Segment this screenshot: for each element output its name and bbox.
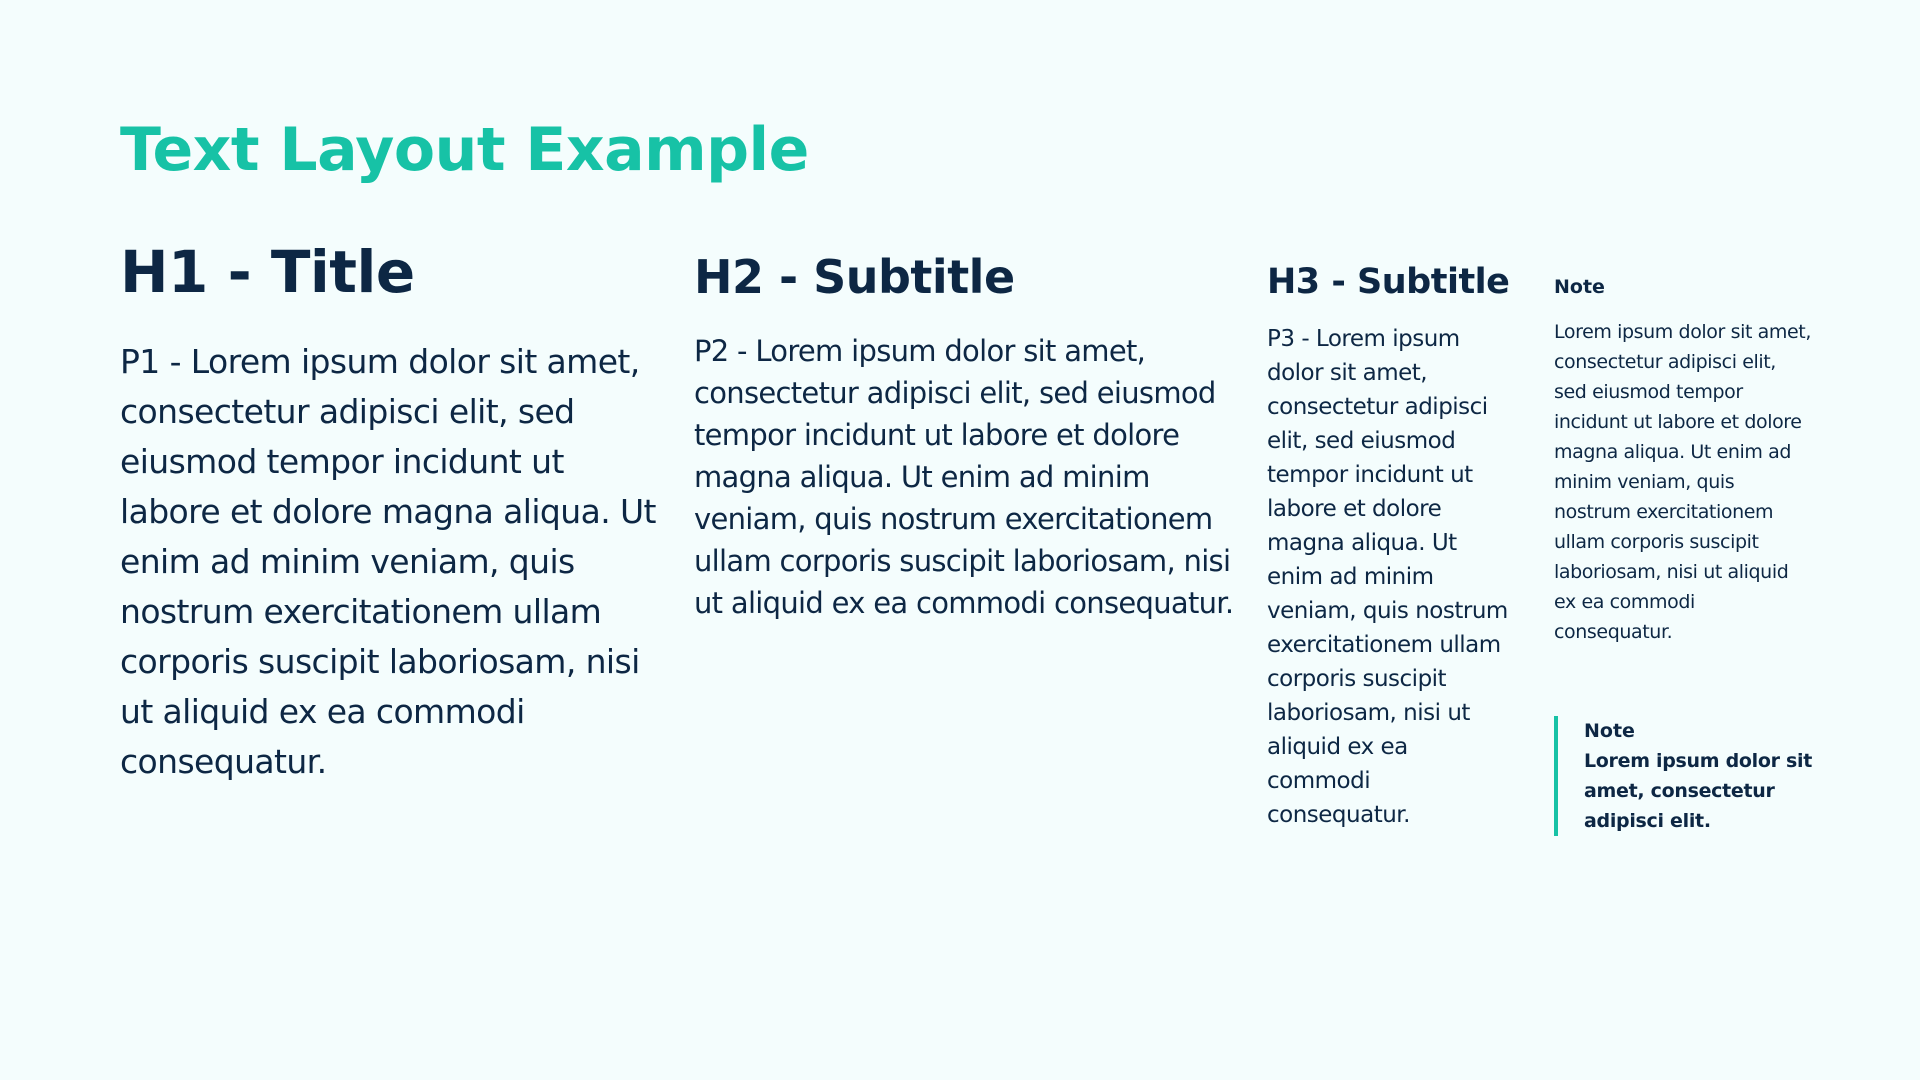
note-callout	[1554, 716, 1814, 836]
note-label: Note	[1554, 276, 1605, 298]
h2-heading: H2 - Subtitle	[694, 250, 1015, 304]
callout-title: Note	[1584, 720, 1635, 742]
p2-paragraph: P2 - Lorem ipsum dolor sit amet, consectetur adipisci elit, sed eiusmod tempor incidunt ut labore et dolore magna aliqua. Ut enim ad minim veniam, quis nostrum exercitationem ullam corporis suscipit laboriosam, nisi ut aliquid ex ea commodi consequatur.	[694, 334, 1234, 620]
note-paragraph: Lorem ipsum dolor sit amet, consectetur adipisci elit, sed eiusmod tempor incidunt ut labore et dolore magna aliqua. Ut enim ad minim veniam, quis nostrum exercitationem ullam corporis suscipit laboriosam, nisi ut aliquid ex ea commodi consequatur.	[1554, 321, 1811, 643]
p1-paragraph: P1 - Lorem ipsum dolor sit amet, consectetur adipisci elit, sed eiusmod tempor incidunt ut labore et dolore magna aliqua. Ut enim ad minim veniam, quis nostrum exercitationem ullam corporis suscipit laboriosam, nisi ut aliquid ex ea commodi consequatur.	[120, 342, 656, 781]
h1-heading: H1 - Title	[120, 238, 415, 306]
h3-heading: H3 - Subtitle	[1267, 262, 1510, 302]
callout-text: Lorem ipsum dolor sit amet, consectetur adipisci elit.	[1584, 750, 1812, 832]
p3-paragraph: P3 - Lorem ipsum dolor sit amet, consectetur adipisci elit, sed eiusmod tempor incidunt ut labore et dolore magna aliqua. Ut enim ad minim veniam, quis nostrum exercitationem ullam corporis suscipit laboriosam, nisi ut aliquid ex ea commodi consequatur.	[1267, 326, 1508, 828]
page-title: Text Layout Example	[120, 115, 809, 185]
